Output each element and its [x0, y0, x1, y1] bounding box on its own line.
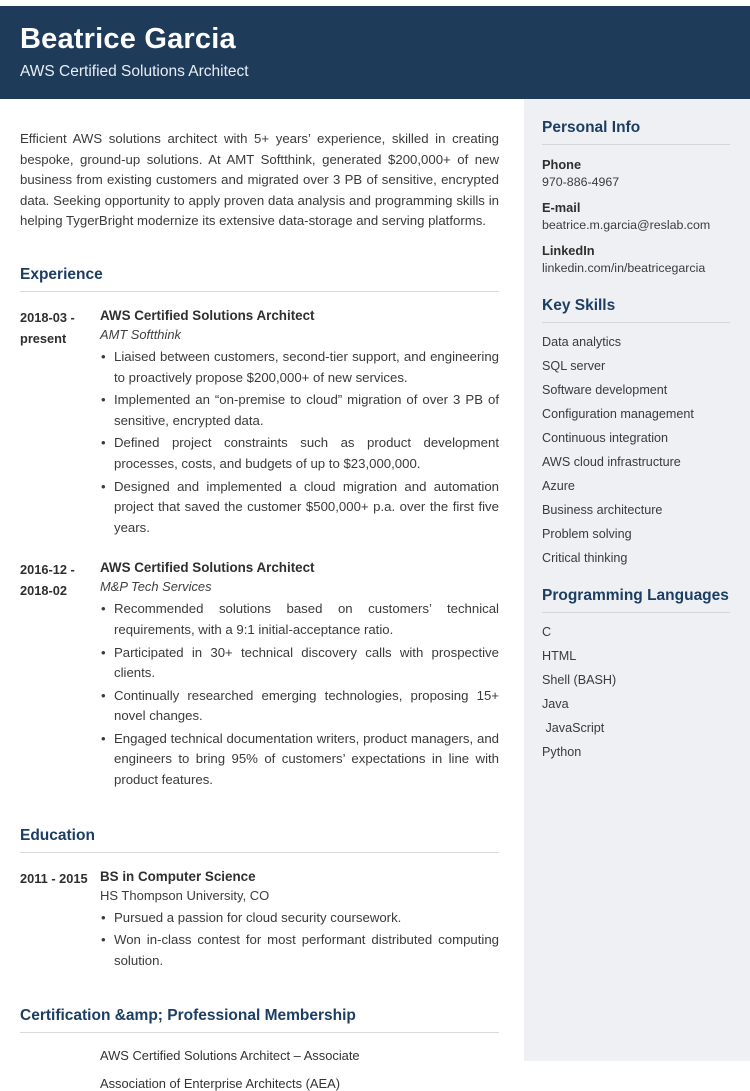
- job-bullet-list: [100, 599, 499, 790]
- experience-entry: [20, 308, 499, 540]
- company-name: AMT Softthink: [100, 326, 181, 342]
- language-item: JavaScript: [542, 721, 605, 735]
- language-item: Python: [542, 745, 582, 759]
- experience-section: [20, 266, 499, 793]
- summary-paragraph: Efficient AWS solutions architect with 5+ years’ experience, skilled in creating bespoke, ground-up solutions. At AMT Softthink, generated $200,000+ of new business from existing customers and migrated over 3 PB of sensitive, encrypted data. Seeking opportunity to apply proven data analysis and programming skills in helping TygerBright modernize its extensive data-storage and serving platforms.: [20, 131, 499, 229]
- language-item: Java: [542, 697, 569, 711]
- programming-languages-heading: Programming Languages: [542, 587, 730, 613]
- document-body: [0, 99, 750, 1091]
- sidebar: [524, 99, 750, 1061]
- job-bullet-list: [100, 347, 499, 538]
- programming-languages-section: [542, 587, 730, 759]
- skill-item: Critical thinking: [542, 551, 628, 565]
- education-section: [20, 827, 499, 974]
- certification-section: [20, 1007, 499, 1091]
- bullet-item: • Continually researched emerging technologies, proposing 15+ novel changes.: [100, 686, 499, 727]
- experience-heading: Experience: [20, 266, 499, 292]
- job-title: AWS Certified Solutions Architect: [100, 307, 315, 323]
- skill-item: SQL server: [542, 359, 606, 373]
- language-item: Shell (BASH): [542, 673, 617, 687]
- entry-dates: 2011 - 2015: [20, 870, 88, 886]
- email-value: beatrice.m.garcia@reslab.com: [542, 218, 711, 232]
- bullet-item: • Liaised between customers, second-tier support, and engineering to proactively propose $200,000+ of new services.: [100, 347, 499, 388]
- phone-value: 970-886-4967: [542, 175, 620, 189]
- certification-item: AWS Certified Solutions Architect – Associate: [100, 1048, 360, 1064]
- education-bullet-list: [100, 908, 499, 972]
- personal-info-field: [542, 243, 730, 275]
- personal-info-field: [542, 200, 730, 232]
- education-heading: Education: [20, 827, 499, 853]
- skill-item: Problem solving: [542, 527, 632, 541]
- key-skills-section: [542, 297, 730, 565]
- field-label: E-mail: [542, 200, 581, 215]
- skill-item: AWS cloud infrastructure: [542, 455, 681, 469]
- linkedin-value: linkedin.com/in/beatricegarcia: [542, 261, 706, 275]
- field-label: LinkedIn: [542, 243, 595, 258]
- skill-item: Data analytics: [542, 335, 622, 349]
- main-column: [0, 99, 524, 1091]
- certification-item: Association of Enterprise Architects (AEA): [100, 1076, 341, 1091]
- job-title: AWS Certified Solutions Architect: [100, 560, 315, 576]
- key-skills-heading: Key Skills: [542, 297, 730, 323]
- bullet-item: • Won in-class contest for most performant distributed computing solution.: [100, 930, 499, 971]
- entry-body: [100, 869, 499, 974]
- certification-heading: Certification &amp; Professional Membership: [20, 1007, 499, 1033]
- school-name: HS Thompson University, CO: [100, 887, 270, 903]
- skill-item: Software development: [542, 383, 668, 397]
- bullet-item: • Defined project constraints such as product development processes, costs, and budgets of up to $23,000,000.: [100, 433, 499, 474]
- company-name: M&P Tech Services: [100, 579, 212, 595]
- personal-info-heading: Personal Info: [542, 119, 730, 145]
- resume-header: [0, 6, 750, 99]
- skill-item: Azure: [542, 479, 575, 493]
- language-item: HTML: [542, 649, 577, 663]
- candidate-job-title: AWS Certified Solutions Architect: [20, 63, 249, 80]
- candidate-name: Beatrice Garcia: [20, 23, 236, 55]
- bullet-item: • Implemented an “on-premise to cloud” migration of over 3 PB of sensitive, encrypted data.: [100, 390, 499, 431]
- skill-item: Configuration management: [542, 407, 694, 421]
- entry-dates: 2016-12 - 2018-02: [20, 562, 75, 598]
- experience-entry: [20, 560, 499, 792]
- entry-body: [100, 308, 499, 540]
- language-item: C: [542, 625, 552, 639]
- education-entry: [20, 869, 499, 974]
- degree-title: BS in Computer Science: [100, 868, 256, 884]
- bullet-item: • Participated in 30+ technical discovery calls with prospective clients.: [100, 643, 499, 684]
- field-label: Phone: [542, 157, 582, 172]
- bullet-item: • Designed and implemented a cloud migration and automation project that saved the customer $500,000+ p.a. over the first five years.: [100, 477, 499, 539]
- personal-info-field: [542, 157, 730, 189]
- bullet-item: • Engaged technical documentation writers, product managers, and engineers to bring 95% of customers’ expectations in line with product features.: [100, 729, 499, 791]
- certification-list: [100, 1048, 499, 1091]
- skill-item: Continuous integration: [542, 431, 669, 445]
- entry-body: [100, 560, 499, 792]
- entry-dates: 2018-03 - present: [20, 309, 75, 346]
- bullet-item: • Recommended solutions based on customers’ technical requirements, with a 9:1 initial-acceptance ratio.: [100, 599, 499, 640]
- personal-info-section: [542, 119, 730, 275]
- bullet-item: • Pursued a passion for cloud security coursework.: [100, 908, 499, 929]
- skill-item: Business architecture: [542, 503, 663, 517]
